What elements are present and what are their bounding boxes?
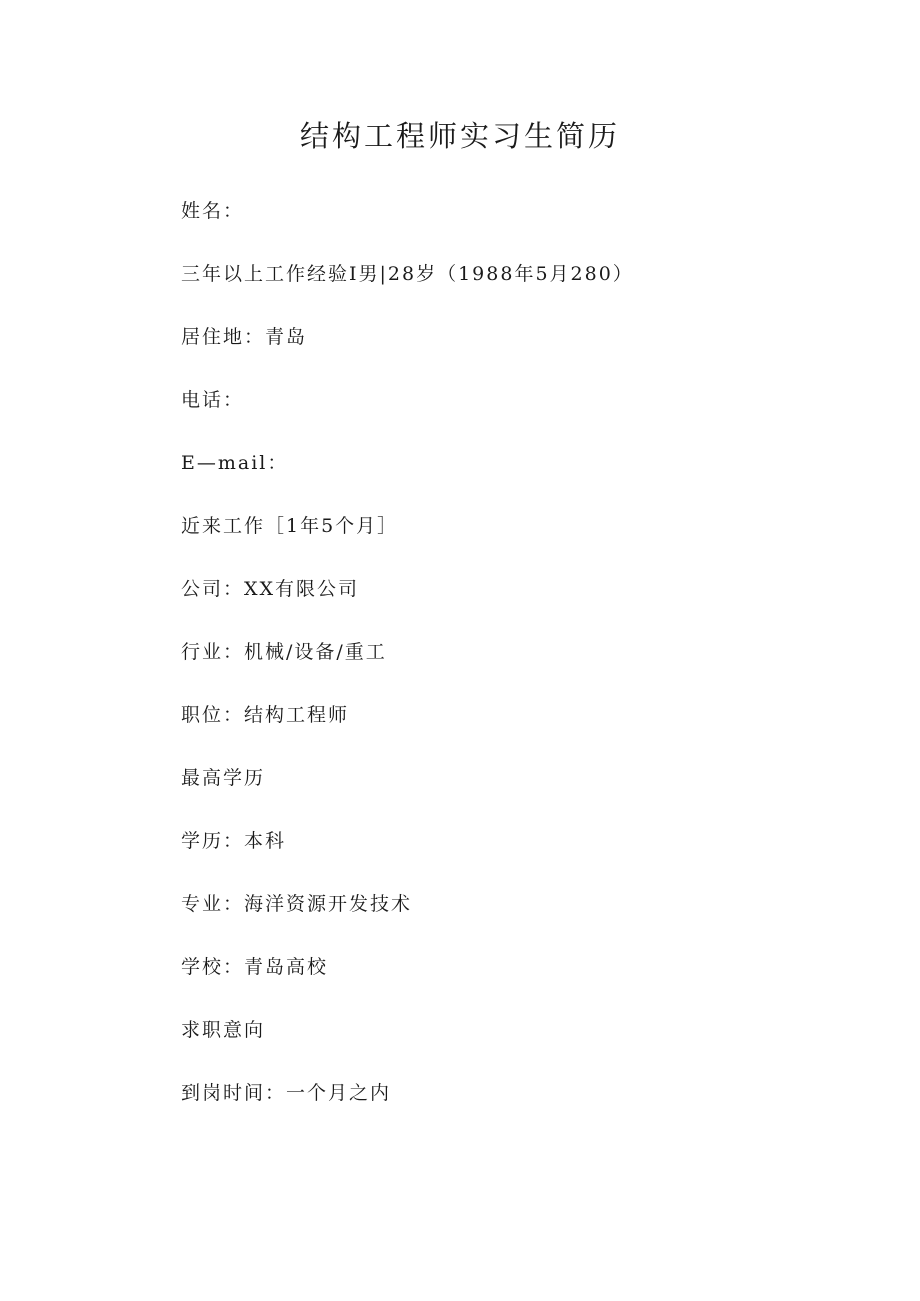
position-line: 职位：结构工程师	[181, 704, 350, 726]
name-line: 姓名：	[181, 200, 245, 222]
degree-line: 学历：本科	[181, 830, 287, 852]
education-heading: 最高学历	[181, 767, 266, 789]
school-line: 学校：青岛高校	[181, 956, 329, 978]
job-intention-heading: 求职意向	[181, 1019, 266, 1041]
availability-line: 到岗时间：一个月之内	[181, 1082, 392, 1104]
email-line: E—mail：	[181, 452, 289, 474]
residence-line: 居住地：青岛	[181, 326, 308, 348]
resume-title: 结构工程师实习生简历	[299, 119, 620, 153]
major-line: 专业：海洋资源开发技术	[181, 893, 413, 915]
company-line: 公司：XX有限公司	[181, 578, 360, 600]
experience-gender-age: 三年以上工作经验I男|28岁（1988年5月280）	[181, 263, 634, 285]
industry-line: 行业：机械/设备/重工	[181, 641, 387, 663]
phone-line: 电话：	[181, 389, 245, 411]
recent-work-heading: 近来工作［1年5个月］	[181, 515, 399, 537]
